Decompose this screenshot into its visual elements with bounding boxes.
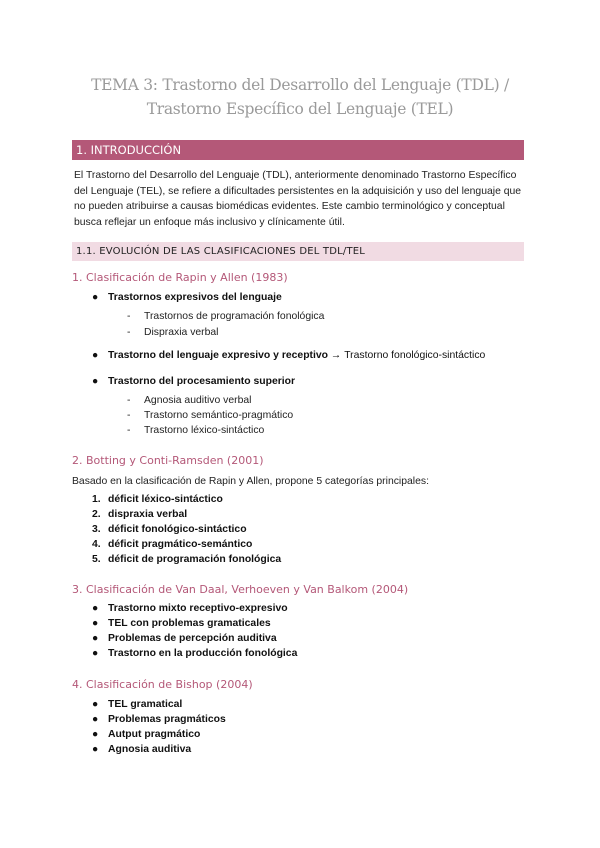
list-item: ● Trastorno mixto receptivo-expresivo (92, 603, 288, 614)
list-item: 2. dispraxia verbal (92, 509, 188, 520)
list-item: ● Agnosia auditiva (92, 744, 192, 755)
list-item: 3. déficit fonológico-sintáctico (92, 524, 247, 535)
heading-van-daal: 3. Clasificación de Van Daal, Verhoeven y Van Balkom (2004) (72, 583, 409, 596)
list-item: ● Trastorno en la producción fonológica (92, 648, 298, 659)
bullet-icon: ● (92, 744, 99, 755)
bullet-icon: ● (92, 376, 99, 387)
list-item: ● Autput pragmático (92, 729, 201, 740)
bullet-icon: ● (92, 648, 99, 659)
list-item: 1. déficit léxico-sintáctico (92, 494, 223, 505)
bullet-icon: ● (92, 292, 99, 303)
arrow-icon: → (330, 350, 342, 361)
bullet-icon: ● (92, 618, 99, 629)
heading-bishop: 4. Clasificación de Bishop (2004) (72, 678, 253, 691)
dash-icon: - (127, 425, 131, 436)
bullet-icon: ● (92, 603, 99, 614)
dash-icon: - (127, 395, 131, 406)
list-item: ● TEL con problemas gramaticales (92, 618, 271, 629)
bullet-icon: ● (92, 699, 99, 710)
bullet-icon: ● (92, 729, 99, 740)
dash-icon: - (127, 327, 131, 338)
sub-list-item: - Trastorno léxico-sintáctico (127, 425, 265, 436)
bullet-icon: ● (92, 350, 99, 361)
list-item: ● Trastornos expresivos del lenguaje (92, 292, 282, 303)
list-item: 4. déficit pragmático-semántico (92, 539, 253, 550)
subsection-heading-evolucion: 1.1. EVOLUCIÓN DE LAS CLASIFICACIONES DEL TDL/TEL (72, 242, 524, 261)
list-item: ● Trastorno del lenguaje expresivo y receptivo → Trastorno fonológico-sintáctico (92, 350, 486, 361)
dash-icon: - (127, 410, 131, 421)
list-item: 5. déficit de programación fonológica (92, 554, 282, 565)
sub-list-item: - Agnosia auditivo verbal (127, 395, 252, 406)
sub-list-item: - Trastornos de programación fonológica (127, 311, 325, 322)
bullet-icon: ● (92, 714, 99, 725)
section-heading-introduccion: 1. INTRODUCCIÓN (72, 140, 524, 160)
list-item: ● Problemas pragmáticos (92, 714, 226, 725)
intro-paragraph: El Trastorno del Desarrollo del Lenguaje (TDL), anteriormente denominado Trastorno Específico del Lenguaje (TEL), se refiere a dificultades persistentes en la adquisición y uso del lenguaje que no pueden atribuirse a causas biomédicas evidentes. Este cambio terminológico y conceptual busca reflejar un enfoque más inclusivo y clínicamente útil. (74, 170, 522, 228)
page-title: TEMA 3: Trastorno del Desarrollo del Lenguaje (TDL) / Trastorno Específico del Lenguaje (TEL) (91, 76, 509, 118)
list-item: ● TEL gramatical (92, 699, 183, 710)
sub-list-item: - Dispraxia verbal (127, 327, 219, 338)
list-item: ● Problemas de percepción auditiva (92, 633, 277, 644)
dash-icon: - (127, 311, 131, 322)
heading-rapin-allen: 1. Clasificación de Rapin y Allen (1983) (72, 271, 288, 284)
sub-list-item: - Trastorno semántico-pragmático (127, 410, 294, 421)
heading-botting: 2. Botting y Conti-Ramsden (2001) (72, 454, 264, 467)
botting-intro: Basado en la clasificación de Rapin y Allen, propone 5 categorías principales: (72, 476, 429, 487)
bullet-icon: ● (92, 633, 99, 644)
list-item: ● Trastorno del procesamiento superior (92, 376, 296, 387)
